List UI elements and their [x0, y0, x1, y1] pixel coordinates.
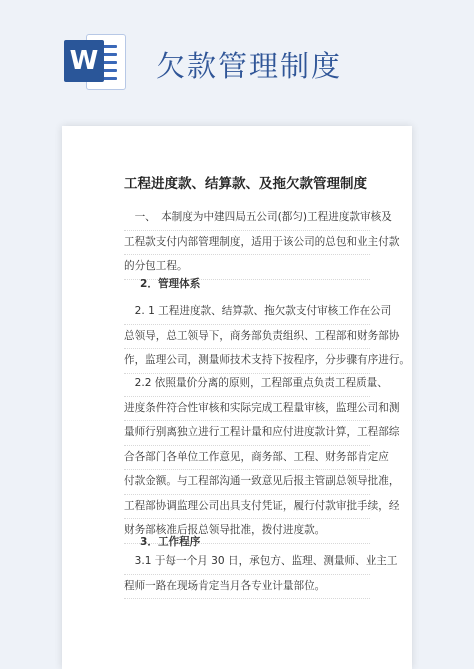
section-heading: 3．工作程序	[140, 536, 201, 548]
text-line: 2.2 依照量价分离的原则，工程部重点负责工程质量、	[124, 372, 370, 397]
text-line: 的分包工程。	[124, 255, 370, 280]
text-line: 作，监理公司，测量师技术支持下按程序，分步骤有序进行。	[124, 349, 370, 374]
text-line: 总领导，总工领导下，商务部负责组织、工程部和财务部协	[124, 325, 370, 350]
section-heading: 2．管理体系	[140, 278, 201, 290]
banner	[0, 0, 474, 110]
text-line: 工程部协调监理公司出具支付凭证，履行付款审批手续，经	[124, 495, 370, 520]
text-line: 付款金额。与工程部沟通一致意见后报主管副总领导批准，	[124, 470, 370, 495]
paragraph-2-1	[124, 300, 411, 374]
paragraph-2-2	[124, 372, 400, 544]
text-line: 财务部核准后报总领导批准，拨付进度款。	[124, 519, 370, 544]
paragraph-3-1	[124, 550, 398, 599]
text-line: 3.1 于每一个月 30 日，承包方、监理、测量师、业主工	[124, 550, 370, 575]
text-line: 一、 本制度为中建四局五公司(都匀)工程进度款审核及	[124, 206, 370, 231]
logo-letter: W	[64, 40, 104, 82]
text-line: 工程款支付内部管理制度，适用于该公司的总包和业主付款	[124, 231, 370, 256]
paragraph-scope	[124, 206, 400, 280]
banner-title: 欠款管理制度	[156, 49, 343, 83]
text-line: 2. 1 工程进度款、结算款、拖欠款支付审核工作在公司	[124, 300, 370, 325]
document-page	[62, 126, 412, 669]
document-title: 工程进度款、结算款、及拖欠款管理制度	[124, 176, 367, 192]
text-line: 进度条件符合性审核和实际完成工程量审核，监理公司和测	[124, 397, 370, 422]
word-document-icon	[64, 30, 126, 92]
text-line: 合各部门各单位工作意见，商务部、工程、财务部肯定应	[124, 446, 370, 471]
text-line: 程师一路在现场肯定当月各专业计量部位。	[124, 575, 370, 600]
text-line: 量师行别离独立进行工程计量和应付进度款计算，工程部综	[124, 421, 370, 446]
